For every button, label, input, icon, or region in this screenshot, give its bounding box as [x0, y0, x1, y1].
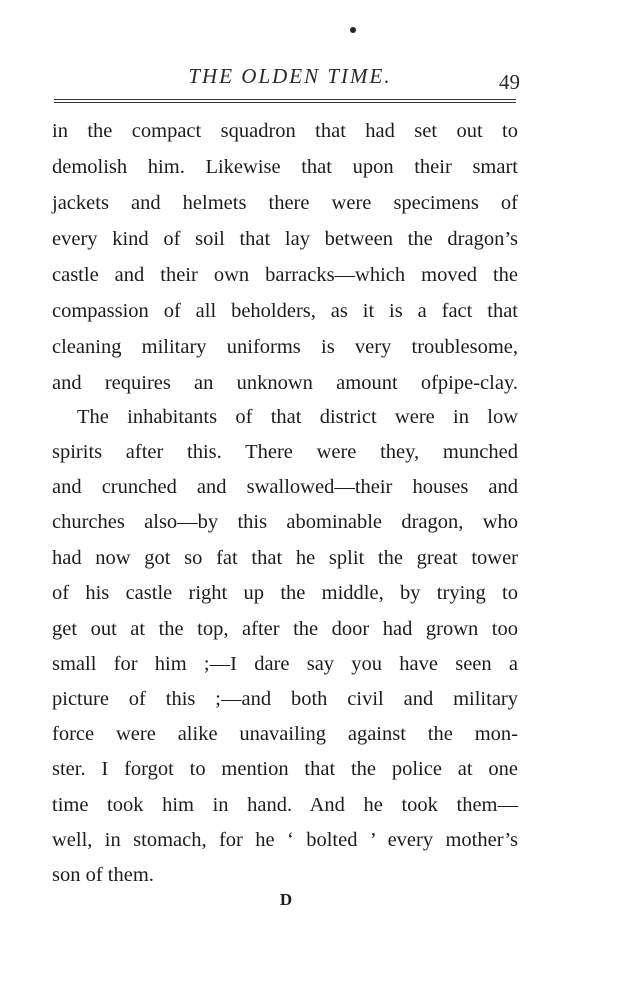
text-line: of his castle right up the middle, by trying to	[52, 582, 518, 604]
text-line: had now got so fat that he split the great tower	[52, 547, 518, 569]
header-rule	[54, 99, 516, 103]
text-line: every kind of soil that lay between the dragon’s	[52, 228, 518, 250]
text-line: demolish him. Likewise that upon their smart	[52, 156, 518, 178]
text-line: jackets and helmets there were specimens of	[52, 192, 518, 214]
text-line: time took him in hand. And he took them—	[52, 794, 518, 816]
text-line: well, in stomach, for he ‘ bolted ’ every mother’s	[52, 829, 518, 851]
text-line: small for him ;—I dare say you have seen a	[52, 653, 518, 675]
text-line: and crunched and swallowed—their houses and	[52, 476, 518, 498]
text-line: compassion of all beholders, as it is a fact that	[52, 300, 518, 322]
running-title: THE OLDEN TIME.	[188, 64, 392, 88]
page-number: 49	[499, 70, 520, 94]
ink-speck	[350, 27, 356, 33]
text-line: force were alike unavailing against the mon-	[52, 723, 518, 745]
text-line: son of them.	[52, 864, 154, 886]
text-line: The inhabitants of that district were in low	[77, 406, 518, 428]
text-line: spirits after this. There were they, munched	[52, 441, 518, 463]
text-line: ster. I forgot to mention that the police at one	[52, 758, 518, 780]
text-line: get out at the top, after the door had grown too	[52, 618, 518, 640]
text-line: picture of this ;—and both civil and military	[52, 688, 518, 710]
text-line: castle and their own barracks—which moved the	[52, 264, 518, 286]
text-line: churches also—by this abominable dragon, who	[52, 511, 518, 533]
signature-mark: D	[279, 890, 293, 909]
text-line: and requires an unknown amount ofpipe-clay.	[52, 372, 518, 394]
text-line: cleaning military uniforms is very troublesome,	[52, 336, 518, 358]
text-line: in the compact squadron that had set out to	[52, 120, 518, 142]
